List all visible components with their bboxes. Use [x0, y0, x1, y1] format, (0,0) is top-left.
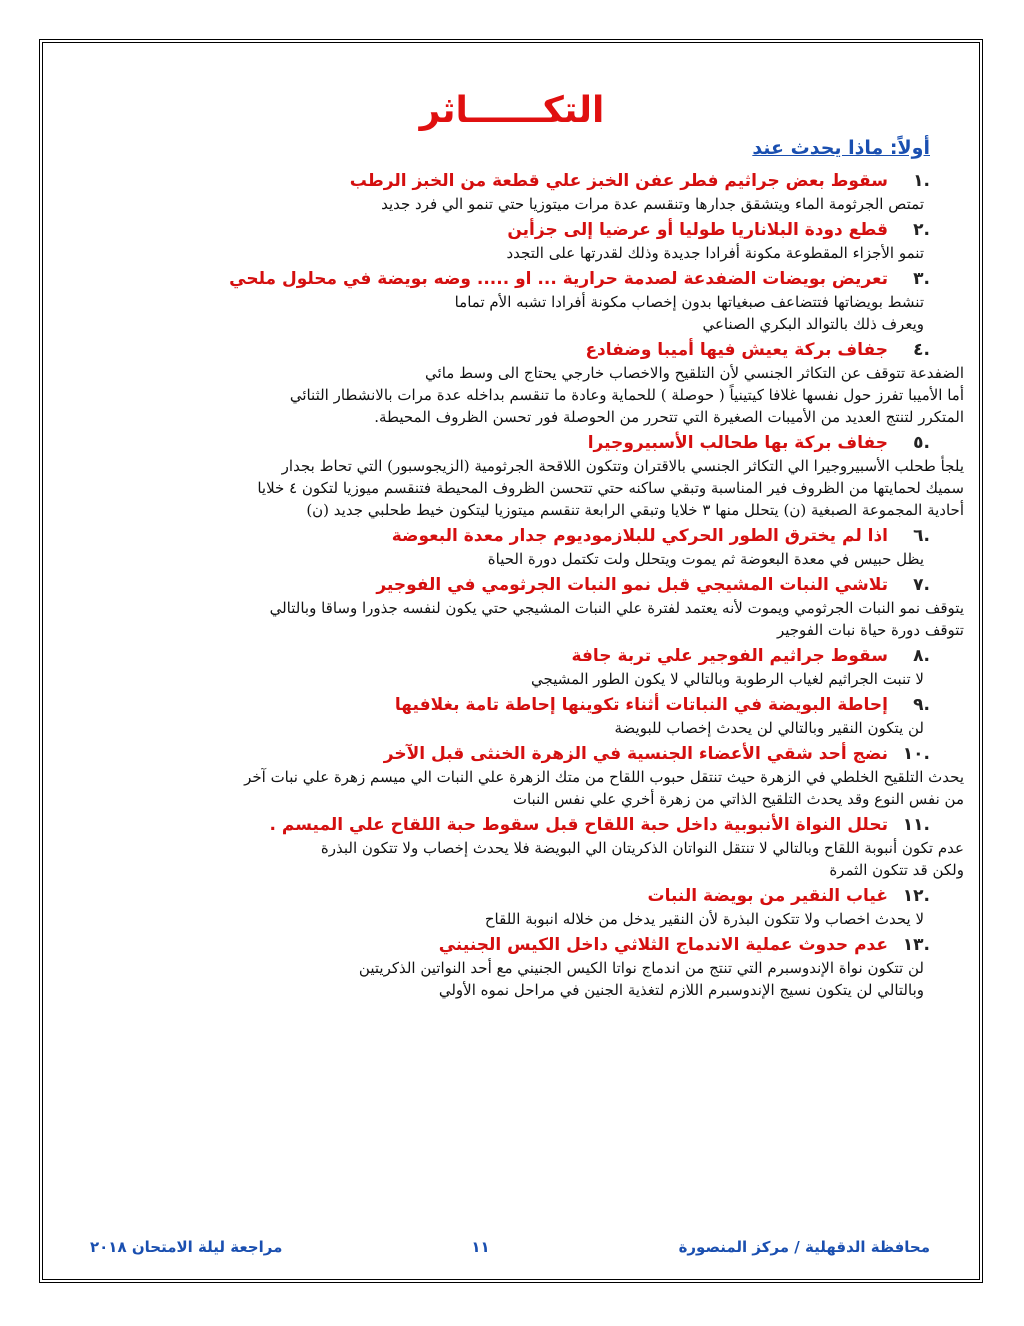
- item-title: جفاف بركة بها طحالب الأسبيروجيرا: [587, 433, 888, 453]
- item-number: .١: [913, 171, 930, 191]
- item-number: .١٠: [902, 744, 930, 764]
- item-number: .٩: [913, 695, 930, 715]
- item-number: .٣: [913, 269, 930, 289]
- item-title: تعريض بويضات الضفدعة لصدمة حرارية ... او ..... وضه بويضة في محلول ملحي: [229, 269, 888, 289]
- list-item: [60, 431, 964, 521]
- footer-review-title: مراجعة ليلة الامتحان ٢٠١٨: [90, 1238, 283, 1256]
- item-answer-line: سميك لحمايتها من الظروف فير المناسبة وتبقي ساكنه حتي تتحسن الظروف المحيطة فتنقسم ميوزيا لتكون ٤ خلايا: [257, 479, 964, 497]
- item-title: قطع دودة البلاناريا طوليا أو عرضيا إلى جزأين: [507, 220, 888, 240]
- list-item: [60, 524, 964, 570]
- footer-governorate: محافظة الدقهلية / مركز المنصورة: [678, 1238, 930, 1256]
- item-title: تحلل النواة الأنبوبية داخل حبة اللقاح قبل سقوط حبة اللقاح علي الميسم .: [269, 815, 888, 835]
- item-answer-line: يظل حبيس في معدة البعوضة ثم يموت ويتحلل ولت تكتمل دورة الحياة: [487, 550, 924, 568]
- item-head: [60, 267, 964, 291]
- item-number: .٨: [913, 646, 930, 666]
- item-answer-line: يلجأ طحلب الأسبيروجيرا الي التكاثر الجنسي بالاقتران وتتكون اللاقحة الجرثومية (الزيجوسبور) التي تحاط بجدار: [281, 457, 964, 475]
- items-list: [60, 169, 964, 1001]
- list-item: [60, 813, 964, 881]
- item-answer-line: لن تتكون نواة الإندوسبرم التي تنتج من اندماج نواتا الكيس الجنيني مع أحد النواتين الذكريتين: [358, 959, 924, 977]
- item-number: .٤: [913, 340, 930, 360]
- item-answer-line: تنشط بويضاتها فتتضاعف صبغياتها بدون إخصاب مكونة أفرادا تشبه الأم تماما: [454, 293, 924, 311]
- item-answer-line: تتوقف دورة حياة نبات الفوجير: [776, 621, 964, 639]
- list-item: [60, 267, 964, 335]
- item-answer-line: لن يتكون النقير وبالتالي لن يحدث إخصاب للبويضة: [614, 719, 924, 737]
- item-head: [60, 524, 964, 548]
- item-head: [60, 338, 964, 362]
- item-number: .١٢: [902, 886, 930, 906]
- section-heading-text: أولاً: ماذا يحدث عند: [752, 137, 930, 159]
- item-number: .٦: [913, 526, 930, 546]
- list-item: [60, 884, 964, 930]
- item-head: [60, 933, 964, 957]
- list-item: [60, 644, 964, 690]
- item-title: إحاطة البويضة في النباتات أثناء تكوينها إحاطة تامة بغلافيها: [394, 695, 888, 715]
- list-item: [60, 169, 964, 215]
- item-answer-line: ويعرف ذلك بالتوالد البكري الصناعي: [702, 315, 924, 333]
- document-body: [60, 90, 964, 1004]
- item-head: [60, 644, 964, 668]
- item-head: [60, 693, 964, 717]
- item-head: [60, 169, 964, 193]
- section-heading: [60, 137, 964, 159]
- item-answer-line: يتوقف نمو النبات الجرثومي ويموت لأنه يعتمد لفترة علي النبات المشيجي حتي يكون لنفسه جذورا وساقا وبالتالي: [269, 599, 964, 617]
- item-head: [60, 884, 964, 908]
- item-number: .٥: [913, 433, 930, 453]
- item-answer-line: لا تنبت الجراثيم لغياب الرطوبة وبالتالي لا يكون الطور المشيجي: [531, 670, 924, 688]
- item-head: [60, 813, 964, 837]
- item-answer-line: وبالتالي لن يتكون نسيج الإندوسبرم اللازم لتغذية الجنين في مراحل نموه الأولي: [438, 981, 924, 999]
- page-title: التكــــــاثر: [419, 90, 605, 131]
- item-answer-line: ولكن قد تتكون الثمرة: [829, 861, 964, 879]
- item-number: .١١: [902, 815, 930, 835]
- item-title: عدم حدوث عملية الاندماج الثلاثي داخل الكيس الجنيني: [438, 935, 888, 955]
- item-title: نضج أحد شقي الأعضاء الجنسية في الزهرة الخنثى قبل الآخر: [383, 744, 888, 764]
- item-answer-line: لا يحدث اخصاب ولا تتكون البذرة لأن النقير يدخل من خلاله انبوبة اللقاح: [484, 910, 924, 928]
- item-head: [60, 742, 964, 766]
- item-title: تلاشي النبات المشيجي قبل نمو النبات الجرثومي في الفوجير: [376, 575, 888, 595]
- item-number: .٢: [913, 220, 930, 240]
- item-answer-line: أما الأميبا تفرز حول نفسها غلافا كيتينياً ( حوصلة ) للحماية وعادة ما تنقسم بداخله عدة مرات بالانشطار الثنائي: [289, 386, 964, 404]
- list-item: [60, 218, 964, 264]
- item-answer-line: أحادية المجموعة الصبغية (ن) يتحلل منها ٣ خلايا وتبقي الرابعة تنقسم ميتوزيا ليتكون خيط طحلبي جديد (ن): [306, 501, 964, 519]
- item-title: جفاف بركة يعيش فيها أميبا وضفادع: [585, 340, 888, 360]
- item-title: غياب النقير من بويضة النبات: [647, 886, 888, 906]
- item-title: سقوط بعض جراثيم فطر عفن الخبز علي قطعة من الخبز الرطب: [349, 171, 888, 191]
- page-footer: [90, 1238, 930, 1256]
- item-title: سقوط جراثيم الفوجير علي تربة جافة: [571, 646, 888, 666]
- item-head: [60, 573, 964, 597]
- item-number: .١٣: [902, 935, 930, 955]
- item-answer-line: من نفس النوع وقد يحدث التلقيح الذاتي من زهرة أخري علي نفس النبات: [512, 790, 964, 808]
- item-answer-line: الضفدعة تتوقف عن التكاثر الجنسي لأن التلقيح والاخصاب خارجي يحتاج الى وسط مائي: [425, 364, 964, 382]
- item-head: [60, 218, 964, 242]
- page-number: ١١: [471, 1238, 490, 1256]
- item-answer-line: عدم تكون أنبوبة اللقاح وبالتالي لا تنتقل النواتان الذكريتان الي البويضة فلا يحدث إخصاب ولا تتكون البذرة: [320, 839, 964, 857]
- item-head: [60, 431, 964, 455]
- list-item: [60, 933, 964, 1001]
- item-answer-line: تمتص الجرثومة الماء ويتشقق جدارها وتنقسم عدة مرات ميتوزيا حتي تنمو الي فرد جديد: [381, 195, 924, 213]
- list-item: [60, 338, 964, 428]
- list-item: [60, 573, 964, 641]
- item-number: .٧: [913, 575, 930, 595]
- list-item: [60, 693, 964, 739]
- list-item: [60, 742, 964, 810]
- item-title: اذا لم يخترق الطور الحركي للبلازموديوم جدار معدة البعوضة: [391, 526, 888, 546]
- item-answer-line: المتكرر لتنتج العديد من الأميبات الصغيرة التي تتحرر من الحوصلة فور تحسن الظروف المحيطة.: [374, 408, 964, 426]
- item-answer-line: يحدث التلقيح الخلطي في الزهرة حيث تنتقل حبوب اللقاح من متك الزهرة علي النبات الي ميسم زهرة علي نبات آخر: [244, 768, 964, 786]
- item-answer-line: تنمو الأجزاء المقطوعة مكونة أفرادا جديدة وذلك لقدرتها على التجدد: [506, 244, 924, 262]
